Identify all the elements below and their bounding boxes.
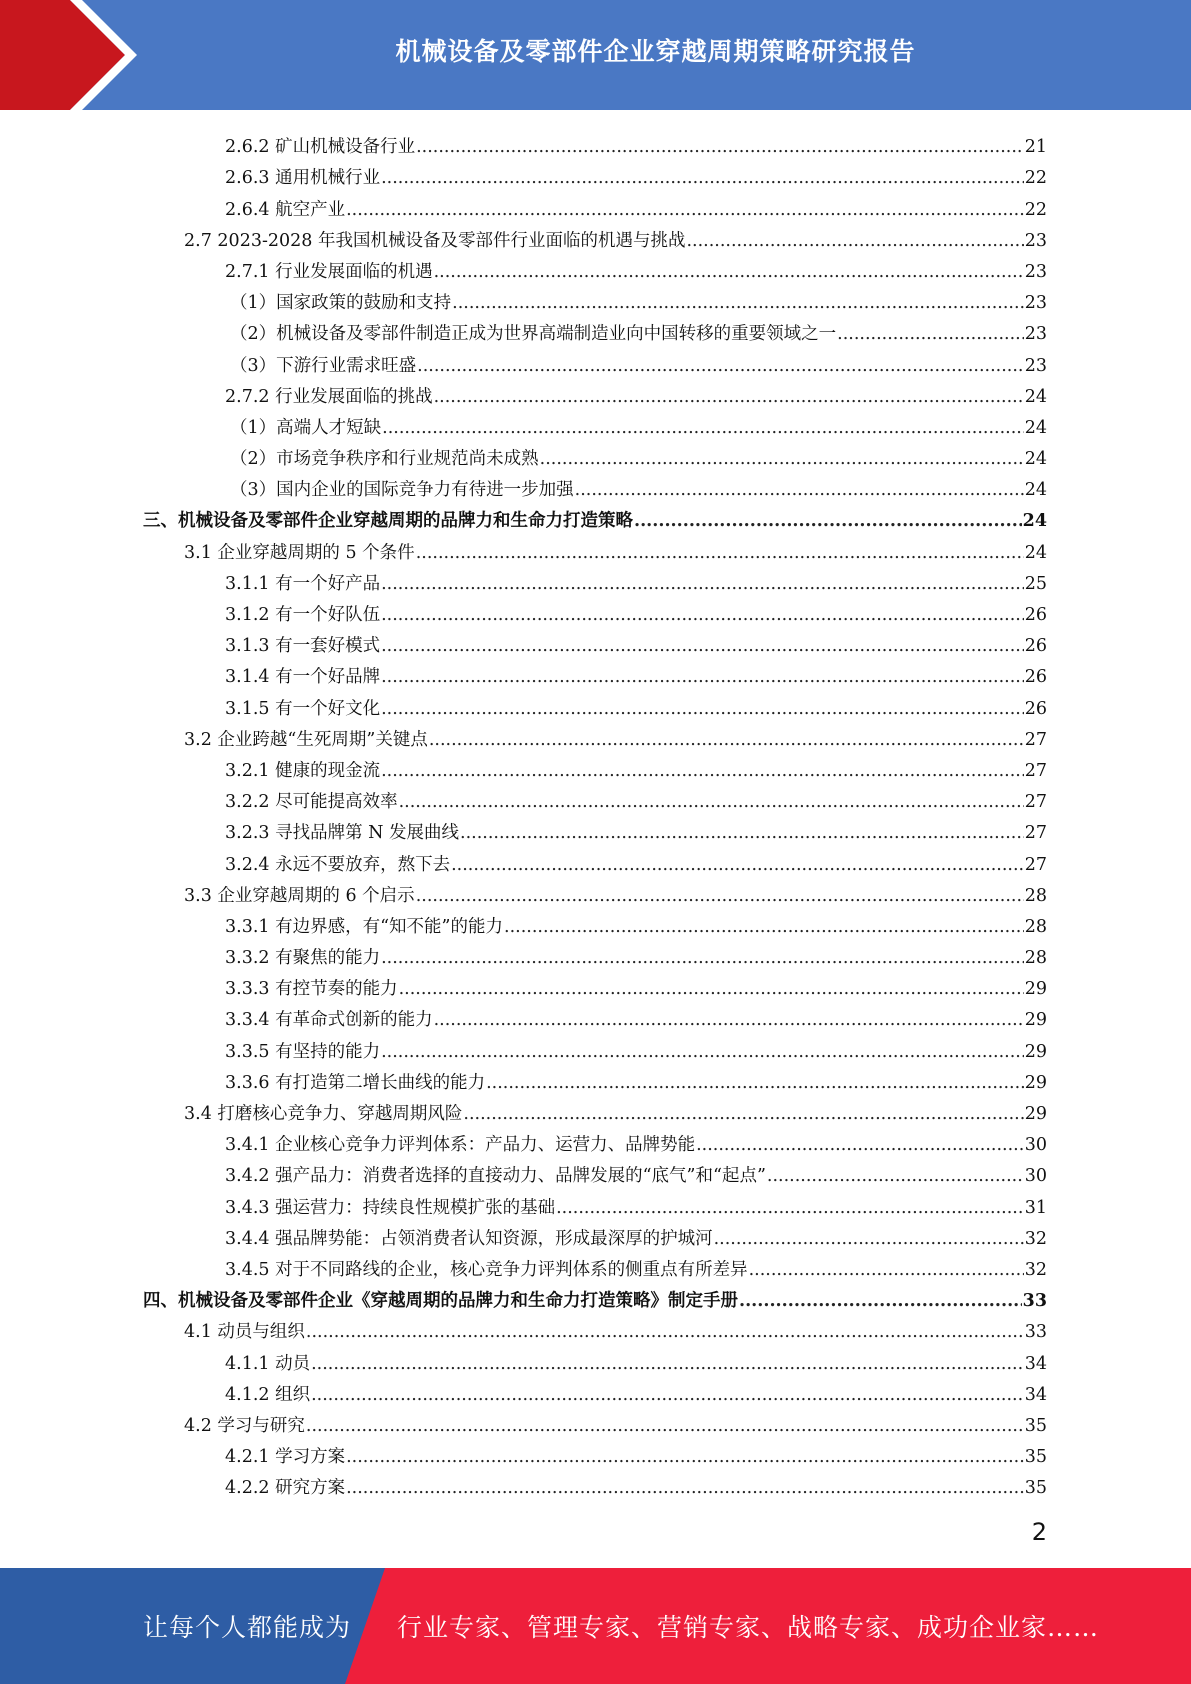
toc-entry-number: 3.4.4 [225,1228,270,1249]
toc-entry-title: 机械设备及零部件企业《穿越周期的品牌力和生命力打造策略》制定手册 [178,1291,738,1312]
toc-dot-leader [381,666,1024,688]
toc-entry-page: 27 [1024,823,1047,844]
toc-dot-leader [767,1165,1024,1187]
toc-entry-title: 健康的现金流 [275,760,381,781]
toc-entry-page: 29 [1024,1010,1047,1031]
toc-entry[interactable] [0,1437,1191,1468]
toc-entry-title: 机械设备及零部件制造正成为世界高端制造业向中国转移的重要领域之一 [276,324,837,345]
toc-entry-number: 3.3.3 [225,979,270,1000]
toc-dot-leader [434,386,1024,408]
toc-dot-leader [417,355,1024,377]
toc-entry-number: 3.2.1 [225,760,270,781]
toc-entry-page: 25 [1024,573,1047,594]
toc-entry-title: 强运营力：持续良性规模扩张的基础 [275,1197,556,1218]
toc-entry-page: 24 [1024,417,1047,438]
toc-dot-leader [311,1353,1024,1375]
report-title: 机械设备及零部件企业穿越周期策略研究报告 [395,37,916,66]
toc-entry[interactable] [0,1219,1191,1250]
toc-dot-leader [837,323,1024,345]
toc-entry[interactable] [0,1406,1191,1437]
toc-entry-number: （3） [230,355,277,376]
toc-entry[interactable] [0,813,1191,844]
toc-entry-number: 4.1.2 [225,1384,270,1405]
toc-entry-title: 强产品力：消费者选择的直接动力、品牌发展的“底气”和“起点” [275,1166,766,1187]
toc-entry-number: 2.6.3 [225,168,270,189]
toc-entry-number: 2.7.2 [225,386,270,407]
toc-entry[interactable] [0,439,1191,470]
toc-entry-number: （2） [230,324,277,345]
toc-entry-page: 23 [1024,261,1047,282]
toc-entry-page: 33 [1022,1291,1047,1312]
toc-entry-number: （3） [230,480,277,501]
toc-dot-leader [504,916,1024,938]
toc-entry-page: 26 [1024,605,1047,625]
toc-entry-page: 23 [1024,355,1047,376]
toc-entry[interactable] [0,158,1191,189]
toc-dot-leader [634,510,1022,532]
toc-entry-page: 24 [1022,511,1047,532]
toc-entry-title: 有打造第二增长曲线的能力 [275,1072,486,1093]
toc-entry[interactable] [0,1094,1191,1125]
toc-entry-page: 23 [1024,230,1047,251]
toc-entry-page: 26 [1024,667,1047,688]
toc-entry-number: 3.1 [184,542,212,563]
toc-entry-page: 29 [1024,1104,1047,1124]
toc-entry[interactable] [0,657,1191,688]
toc-dot-leader [381,760,1024,782]
toc-entry-number: 3.2.3 [225,823,270,844]
toc-entry[interactable] [0,1156,1191,1187]
toc-entry-title: 有一个好产品 [275,573,381,594]
toc-entry-number: 3.3.2 [225,948,270,969]
toc-entry-title: 行业发展面临的机遇 [275,261,433,282]
toc-entry-title: 国家政策的鼓励和支持 [276,293,452,314]
toc-entry-title: 航空产业 [275,199,346,220]
toc-entry-title: 有一个好文化 [275,698,381,719]
toc-entry-page: 21 [1024,137,1047,158]
toc-dot-leader [416,885,1024,907]
toc-entry-number: 3.1.3 [225,636,270,657]
toc-dot-leader [460,822,1024,844]
toc-entry[interactable] [0,314,1191,345]
toc-entry-page: 29 [1024,1041,1047,1062]
toc-entry[interactable] [0,938,1191,969]
toc-entry-title: 矿山机械设备行业 [275,137,416,158]
toc-entry[interactable] [0,1312,1191,1343]
toc-entry[interactable] [0,501,1191,532]
toc-entry-title: 有控节奏的能力 [275,979,398,1000]
toc-entry-page: 34 [1024,1384,1047,1405]
toc-entry-title: 有一个好品牌 [275,667,381,688]
toc-entry[interactable] [0,252,1191,283]
toc-entry-title: 有聚焦的能力 [275,948,381,969]
toc-entry-page: 22 [1024,168,1047,189]
toc-entry-number: 3.3.4 [225,1010,270,1031]
toc-entry-title: 寻找品牌第 N 发展曲线 [275,823,460,844]
toc-dot-leader [381,573,1024,595]
toc-entry-title: 学习方案 [275,1447,346,1468]
toc-entry-number: 4.2 [184,1415,212,1436]
toc-dot-leader [451,854,1024,876]
toc-entry[interactable] [0,626,1191,657]
toc-entry-title: 高端人才短缺 [276,417,382,438]
toc-entry[interactable] [0,595,1191,626]
toc-entry-title: 对于不同路线的企业，核心竞争力评判体系的侧重点有所差异 [275,1259,748,1280]
toc-entry-title: 企业穿越周期的 6 个启示 [217,885,415,906]
toc-entry-page: 28 [1024,916,1047,937]
toc-entry-title: 企业核心竞争力评判体系：产品力、运营力、品牌势能 [275,1135,696,1156]
toc-entry-page: 28 [1024,948,1047,969]
toc-entry-number: 3.1.5 [225,698,270,719]
toc-entry[interactable] [0,720,1191,751]
toc-entry[interactable] [0,564,1191,595]
toc-dot-leader [399,791,1024,813]
toc-entry-title: 有一套好模式 [275,636,381,657]
page-number: 2 [1031,1518,1047,1546]
toc-entry-title: 动员 [275,1353,311,1374]
toc-entry-number: 4.2.1 [225,1447,270,1468]
toc-entry[interactable] [0,907,1191,938]
toc-dot-leader [381,635,1024,657]
toc-entry-number: 2.7.1 [225,261,270,282]
toc-entry[interactable] [0,782,1191,813]
toc-entry-page: 29 [1024,1072,1047,1093]
toc-entry[interactable] [0,1000,1191,1031]
toc-dot-leader [381,604,1024,626]
toc-entry[interactable] [0,1343,1191,1374]
toc-entry[interactable] [0,470,1191,501]
toc-entry-title: 国内企业的国际竞争力有待进一步加强 [276,480,574,501]
toc-entry-page: 35 [1024,1447,1047,1468]
toc-entry-number: 3.4.2 [225,1166,270,1187]
toc-dot-leader [452,292,1024,314]
toc-entry[interactable] [0,1375,1191,1406]
table-of-contents [0,127,1191,1499]
toc-dot-leader [416,542,1024,564]
toc-entry-page: 28 [1024,885,1047,906]
toc-dot-leader [381,947,1024,969]
toc-dot-leader [486,1072,1024,1094]
toc-entry-page: 23 [1024,293,1047,314]
toc-entry[interactable] [0,1063,1191,1094]
toc-entry-title: 尽可能提高效率 [275,792,398,813]
toc-entry-number: 4.2.2 [225,1478,270,1499]
toc-entry-title: 市场竞争秩序和行业规范尚未成熟 [276,449,539,470]
toc-dot-leader [382,417,1024,439]
toc-dot-leader [686,230,1023,252]
toc-entry-number: 2.6.4 [225,199,270,220]
toc-entry[interactable] [0,1187,1191,1218]
toc-entry-number: 3.1.2 [225,605,270,625]
footer-slogan-left: 让每个人都能成为 [143,1613,352,1642]
toc-dot-leader [429,729,1024,751]
toc-entry-number: 3.4.3 [225,1197,270,1218]
toc-entry-page: 27 [1024,729,1047,750]
toc-entry[interactable] [0,751,1191,782]
toc-entry-number: 4.1 [184,1322,212,1343]
toc-entry-page: 32 [1024,1259,1047,1280]
toc-entry-number: 3.2 [184,729,212,750]
toc-entry[interactable] [0,532,1191,563]
toc-dot-leader [749,1259,1024,1281]
toc-dot-leader [696,1134,1024,1156]
toc-entry[interactable] [0,1250,1191,1281]
toc-dot-leader [346,1477,1024,1499]
toc-entry-number: 3.3 [184,885,212,906]
toc-dot-leader [306,1415,1024,1437]
toc-entry-title: 下游行业需求旺盛 [276,355,417,376]
toc-entry-number: 三、 [143,511,178,532]
toc-entry-page: 27 [1024,792,1047,813]
toc-dot-leader [434,1009,1024,1031]
toc-entry[interactable] [0,345,1191,376]
toc-entry-number: 2.7 [184,230,212,251]
toc-entry-number: 3.4.1 [225,1135,270,1156]
toc-dot-leader [311,1384,1024,1406]
toc-entry-page: 27 [1024,760,1047,781]
toc-entry-number: 3.3.5 [225,1041,270,1062]
toc-entry-number: 四、 [143,1291,178,1312]
toc-entry-page: 30 [1024,1135,1047,1156]
toc-entry-title: 打磨核心竞争力、穿越周期风险 [217,1104,463,1124]
toc-dot-leader [540,448,1024,470]
toc-entry-number: 2.6.2 [225,137,270,158]
toc-entry-page: 32 [1024,1228,1047,1249]
toc-entry[interactable] [0,1031,1191,1062]
toc-entry-title: 永远不要放弃，熬下去 [275,854,451,875]
page-footer [0,1568,1191,1684]
toc-entry-title: 组织 [275,1384,311,1405]
toc-dot-leader [739,1290,1022,1312]
toc-entry-number: 3.3.6 [225,1072,270,1093]
toc-entry-title: 2023-2028 年我国机械设备及零部件行业面临的机遇与挑战 [217,230,686,251]
toc-dot-leader [381,167,1024,189]
toc-dot-leader [575,479,1024,501]
toc-entry-number: 3.4 [184,1104,212,1124]
toc-dot-leader [381,698,1024,720]
toc-entry-title: 动员与组织 [217,1322,305,1343]
toc-dot-leader [714,1228,1024,1250]
toc-dot-leader [463,1103,1023,1125]
toc-entry-title: 有边界感，有“知不能”的能力 [275,916,504,937]
toc-entry-number: （1） [230,417,277,438]
toc-entry-title: 企业穿越周期的 5 个条件 [217,542,415,563]
toc-entry-page: 30 [1024,1166,1047,1187]
toc-entry-number: 3.1.1 [225,573,270,594]
toc-entry-page: 33 [1024,1322,1047,1343]
toc-entry-page: 24 [1024,542,1047,563]
toc-entry-page: 27 [1024,854,1047,875]
toc-entry[interactable] [0,221,1191,252]
toc-dot-leader [399,978,1024,1000]
toc-entry[interactable] [0,377,1191,408]
toc-entry-page: 22 [1024,199,1047,220]
toc-entry-page: 26 [1024,698,1047,719]
toc-entry-title: 有一个好队伍 [275,605,381,625]
toc-dot-leader [556,1197,1024,1219]
toc-dot-leader [381,1041,1024,1063]
toc-entry[interactable] [0,844,1191,875]
toc-entry[interactable] [0,189,1191,220]
toc-entry-title: 有坚持的能力 [275,1041,381,1062]
toc-dot-leader [346,1446,1024,1468]
toc-entry-page: 35 [1024,1415,1047,1436]
toc-entry[interactable] [0,1468,1191,1499]
toc-entry-title: 行业发展面临的挑战 [275,386,433,407]
toc-entry[interactable] [0,1281,1191,1312]
toc-entry[interactable] [0,969,1191,1000]
toc-entry[interactable] [0,688,1191,719]
toc-entry-number: 3.2.4 [225,854,270,875]
toc-entry-page: 24 [1024,386,1047,407]
footer-slogan-right: 行业专家、管理专家、营销专家、战略专家、成功企业家…… [397,1613,1100,1642]
toc-entry-number: （2） [230,449,277,470]
toc-entry-title: 企业跨越“生死周期”关键点 [217,729,428,750]
toc-entry-page: 34 [1024,1353,1047,1374]
toc-entry-number: （1） [230,293,277,314]
toc-entry[interactable] [0,1125,1191,1156]
toc-dot-leader [416,136,1024,158]
toc-entry-page: 24 [1024,480,1047,501]
toc-entry-number: 3.2.2 [225,792,270,813]
page-header [0,0,1191,110]
toc-entry-page: 23 [1024,324,1047,345]
toc-dot-leader [306,1321,1024,1343]
toc-entry-title: 有革命式创新的能力 [275,1010,433,1031]
toc-entry-number: 3.3.1 [225,916,270,937]
toc-entry-title: 机械设备及零部件企业穿越周期的品牌力和生命力打造策略 [178,511,633,532]
toc-dot-leader [346,199,1024,221]
toc-entry-number: 4.1.1 [225,1353,270,1374]
toc-entry[interactable] [0,876,1191,907]
toc-entry-number: 3.4.5 [225,1259,270,1280]
toc-entry-page: 26 [1024,636,1047,657]
toc-entry-title: 强品牌势能：占领消费者认知资源，形成最深厚的护城河 [275,1228,713,1249]
toc-entry[interactable] [0,283,1191,314]
toc-entry-title: 学习与研究 [217,1415,305,1436]
toc-entry-page: 31 [1024,1197,1047,1218]
toc-entry-page: 35 [1024,1478,1047,1499]
toc-entry-title: 通用机械行业 [275,168,381,189]
toc-entry[interactable] [0,127,1191,158]
toc-entry-page: 24 [1024,449,1047,470]
toc-entry-number: 3.1.4 [225,667,270,688]
toc-dot-leader [434,261,1024,283]
toc-entry-title: 研究方案 [275,1478,346,1499]
toc-entry-page: 29 [1024,979,1047,1000]
toc-entry[interactable] [0,408,1191,439]
